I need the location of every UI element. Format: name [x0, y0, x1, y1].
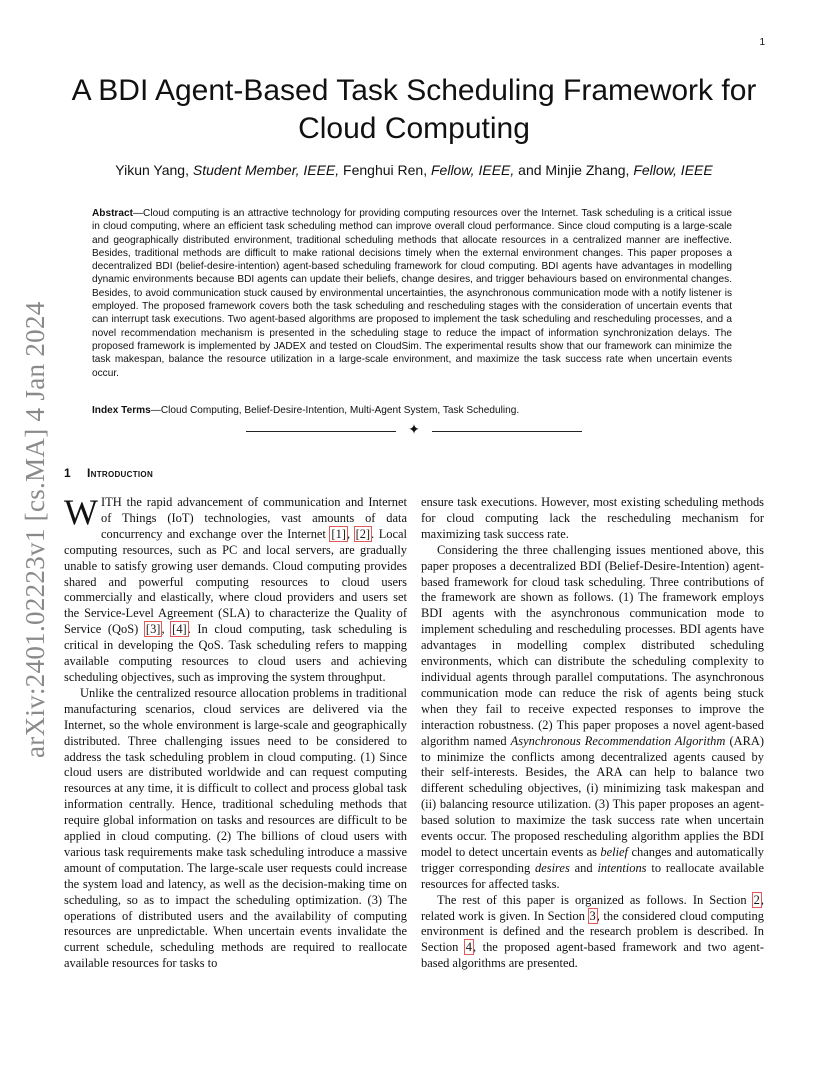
section-link[interactable]: 4 [465, 940, 473, 955]
paragraph [64, 492, 408, 686]
citation-link[interactable]: [4] [172, 622, 187, 637]
text-run: changes and automatically trigger corresponding [421, 844, 764, 875]
text-run: , [161, 622, 172, 637]
index-terms [92, 404, 732, 417]
section-link[interactable]: 3 [589, 908, 596, 923]
divider-line [432, 431, 582, 432]
citation-link[interactable]: [2] [355, 526, 371, 541]
emphasis: belief [600, 844, 629, 859]
author-line [40, 162, 788, 178]
section-heading [64, 466, 153, 480]
arxiv-stamp: arXiv:2401.02223v1 [cs.MA] 4 Jan 2024 [20, 301, 50, 758]
section-link[interactable]: 2 [753, 892, 760, 907]
abstract-label: Abstract [92, 208, 133, 219]
divider-line [246, 431, 396, 432]
abstract [92, 207, 732, 380]
author-affiliation: Fellow, IEEE [633, 162, 713, 178]
abstract-text: —Cloud computing is an attractive technology for providing computing resources over the Internet. Task scheduling is a critical issue in cloud computing, where an efficient task scheduling method can improve overall cloud performance. Since cloud computing is a large-scale and geographically distributed environment, traditional scheduling methods that allocate resources in a centralized manner are ineffective. Besides, traditional methods are difficult to make rational decisions timely when the external environment changes. This paper proposes a decentralized BDI (belief-desire-intention) agent-based scheduling framework for cloud computing. BDI agents have advantages in modelling dynamic environments because BDI agents can update their beliefs, change desires, and trigger behaviours based on environmental changes. Besides, to avoid communication stuck caused by environmental uncertainties, the asynchronous communication mode with a notify listener is employed. The proposed framework covers both the task scheduling and rescheduling stages with the consideration of uncertain events that can interrupt task executions. Two agent-based algorithms are proposed to implement the task scheduling and rescheduling processes, and a novel recommendation mechanism is presented in the scheduling stage to reduce the impact of information synchronization delays. The proposed framework is implemented by JADEX and tested on CloudSim. The experimental results show that our framework can minimize the task makespan, balance the resource utilization in a large-scale environment, and maximize the task success rate when uncertain events occur. [92, 208, 732, 379]
section-divider [246, 424, 582, 440]
text-run: to reallocate available resources for affected tasks. [421, 860, 764, 891]
author-name: Yikun Yang, [115, 162, 193, 178]
text-run: . In cloud computing, task scheduling is critical in developing the QoS. Task scheduling refers to mapping available computing resources to cloud users and achieving scheduling objectives, such as improving the system throughput. [64, 622, 407, 684]
text-run: , related work is given. In Section [421, 892, 764, 923]
paragraph: Unlike the centralized resource allocation problems in traditional manufacturing scenarios, cloud services are delivered via the Internet, so the whole environment is large-scale and geographically distributed. Three challenging issues need to be considered to address the task scheduling problem in cloud computing. (1) Since cloud users are distributed worldwide and can request computing resources at any time, it is difficult to collect and process global task information centrally. Hence, traditional scheduling methods that require global information on tasks and resources are difficult to be applied in cloud computing. (2) The billions of cloud users with various task requirements make task scheduling introduce a massive amount of computation. The large-scale user requests could increase the system load and latency, as well as the decision-making time on scheduling, so as to impact the scheduling optimization. (3) The operations of distributed users and the availability of computing resources are unpredictable. When uncertain events invalidate the current schedule, scheduling methods are required to reallocate available resources for tasks to [64, 685, 407, 971]
paragraph: ensure task executions. However, most existing scheduling methods for cloud computing lack the rescheduling mechanism for maximizing task success rate. [421, 495, 764, 541]
text-run: the rapid advancement of communication and Internet of Things (IoT) technologies, vast amounts of data concurrency and exchange over the Internet [100, 495, 407, 541]
text-run: (ARA) to minimize the conflicts among decentralized agents caused by their self-interests. Besides, the ARA can help to balance two different scheduling objectives, (i) minimizing task makespan and (ii) balancing resource utilization. (3) This paper proposes an agent-based solution to maximize the task success rate when uncertain events occur. The proposed rescheduling algorithm applies the BDI model to detect uncertain events as [421, 733, 764, 859]
page-number: 1 [759, 37, 765, 48]
section-title: Introduction [86, 466, 154, 480]
paper-title: A BDI Agent-Based Task Scheduling Framework for Cloud Computing [71, 74, 757, 145]
left-column [64, 492, 408, 972]
paragraph [421, 893, 764, 973]
author-affiliation: Fellow, IEEE, [431, 162, 515, 178]
index-terms-label: Index Terms [92, 405, 151, 416]
author-name: Fenghui Ren, [339, 162, 431, 178]
divider-star-icon: ✦ [408, 423, 420, 438]
emphasis: intentions [597, 860, 647, 875]
lead-in: ITH [100, 495, 122, 509]
emphasis: Asynchronous Recommendation Algorithm [510, 733, 726, 748]
text-run: , the considered cloud computing environment is defined and the research problem is described. In Section [421, 908, 764, 955]
paragraph [421, 543, 764, 893]
text-run: , [346, 526, 355, 541]
right-column [421, 495, 764, 972]
index-terms-text: —Cloud Computing, Belief-Desire-Intention, Multi-Agent System, Task Scheduling. [150, 405, 520, 416]
author-name: and Minjie Zhang, [514, 162, 634, 178]
citation-link[interactable]: [3] [145, 622, 161, 637]
text-run: and [569, 860, 598, 875]
text-run: The rest of this paper is organized as follows. In Section [437, 892, 753, 907]
drop-cap: W [64, 492, 98, 532]
text-run: . Local computing resources, such as PC and local servers, are gradually unable to satisfy growing user demands. Cloud computing provides shared and powerful computing resources to cloud users commercially and elastically, where cloud providers and users set the Service-Level Agreement (SLA) to characterize the Quality of Service (QoS) [64, 526, 408, 637]
text-run: , the proposed agent-based framework and two agent-based algorithms are presented. [421, 940, 764, 971]
author-affiliation: Student Member, IEEE, [192, 162, 340, 178]
citation-link[interactable]: [1] [331, 526, 346, 541]
section-number: 1 [64, 466, 71, 480]
text-run: Considering the three challenging issues mentioned above, this paper proposes a decentralized BDI (Belief-Desire-Intention) agent-based framework for cloud task scheduling. Three contributions of the framework are shown as follows. (1) The framework employs BDI agents with the asynchronous communication mode to implement scheduling and rescheduling processes. BDI agents have advantages in modelling complex distributed scheduling environments, which can distribute the scheduling complexity to individual agents through parallel computations. The asynchronous communication mode can reduce the risk of agents being stuck when they fail to receive expected responses to improve the interaction robustness. (2) This paper proposes a novel agent-based algorithm named [421, 542, 764, 748]
emphasis: desires [535, 860, 570, 875]
